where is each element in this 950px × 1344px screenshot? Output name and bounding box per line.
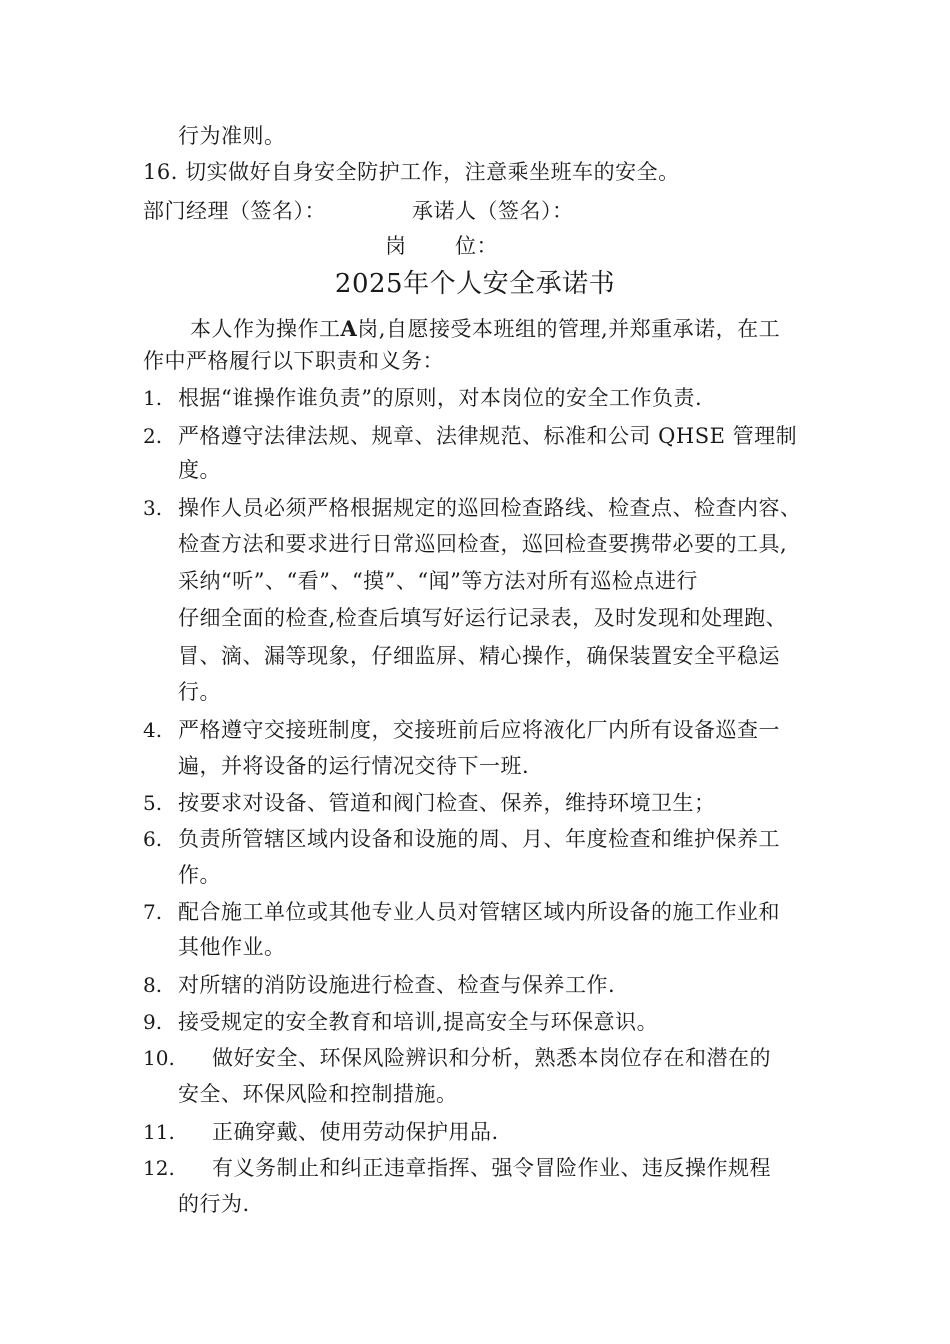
manager-signature-label: 部门经理（签名）： bbox=[143, 199, 326, 223]
page-title: 2025年个人安全承诺书 bbox=[334, 269, 616, 299]
item-text: 操作人员必须严格根据规定的巡回检查路线、检查点、检查内容、 bbox=[178, 496, 802, 520]
item-number: 3. bbox=[143, 496, 163, 520]
intro-line-2: 作中严格履行以下职责和义务： bbox=[143, 349, 444, 373]
intro-text-part1: 本人作为操作工 bbox=[190, 317, 341, 341]
continuation-text: 行为准则。 bbox=[178, 124, 286, 148]
item-text: 仔细全面的检查,检查后填写好运行记录表，及时发现和处理跑、 bbox=[178, 606, 788, 630]
list-item-16: 16. 切实做好自身安全防护工作，注意乘坐班车的安全。 bbox=[143, 160, 680, 184]
item-number: 11. bbox=[143, 1120, 175, 1144]
item-number: 5. bbox=[143, 791, 163, 815]
item-text: 根据“谁操作谁负责”的原则，对本岗位的安全工作负责. bbox=[178, 386, 703, 410]
post-label-char2: 位： bbox=[455, 234, 498, 258]
item-text: 度。 bbox=[178, 458, 221, 482]
intro-line-1 bbox=[190, 315, 780, 343]
item-text: 有义务制止和纠正违章指挥、强令冒险作业、违反操作规程 bbox=[212, 1156, 771, 1180]
item-number: 9. bbox=[143, 1010, 163, 1034]
item-number: 8. bbox=[143, 973, 163, 997]
item-text: 对所辖的消防设施进行检查、检查与保养工作. bbox=[178, 973, 616, 997]
item-text: 做好安全、环保风险辨识和分析，熟悉本岗位存在和潜在的 bbox=[212, 1046, 771, 1070]
promisor-signature-label: 承诺人（签名）： bbox=[412, 199, 574, 223]
intro-post-code: A bbox=[340, 316, 358, 341]
item-text: 冒、滴、漏等现象，仔细监屏、精心操作，确保装置安全平稳运 bbox=[178, 644, 780, 668]
item-text: 的行为. bbox=[178, 1192, 250, 1216]
item-text: 行。 bbox=[178, 680, 221, 704]
item-number: 1. bbox=[143, 386, 163, 410]
item-text: 采纳“听”、“看”、“摸”、“闻”等方法对所有巡检点进行 bbox=[178, 569, 698, 593]
item-number: 10. bbox=[143, 1046, 175, 1070]
item-number: 7. bbox=[143, 900, 163, 924]
item-text: 严格遵守法律法规、规章、法律规范、标准和公司 QHSE 管理制 bbox=[178, 424, 798, 448]
item-text: 配合施工单位或其他专业人员对管辖区域内所设备的施工作业和 bbox=[178, 900, 780, 924]
item-text: 作。 bbox=[178, 863, 221, 887]
item-text: 负责所管辖区域内设备和设施的周、月、年度检查和维护保养工 bbox=[178, 827, 780, 851]
item-text: 按要求对设备、管道和阀门检查、保养，维持环境卫生； bbox=[178, 791, 716, 815]
item-number: 6. bbox=[143, 827, 163, 851]
post-label-char1: 岗 bbox=[385, 234, 407, 258]
item-number: 12. bbox=[143, 1156, 175, 1180]
item-text: 正确穿戴、使用劳动保护用品. bbox=[212, 1120, 499, 1144]
item-text: 遍，并将设备的运行情况交待下一班. bbox=[178, 754, 530, 778]
item-text: 严格遵守交接班制度，交接班前后应将液化厂内所有设备巡查一 bbox=[178, 718, 780, 742]
intro-text-part2: 岗,自愿接受本班组的管理,并郑重承诺，在工 bbox=[357, 317, 781, 341]
item-text: 安全、环保风险和控制措施。 bbox=[178, 1082, 458, 1106]
item-text: 接受规定的安全教育和培训,提高安全与环保意识。 bbox=[178, 1010, 659, 1034]
item-text: 其他作业。 bbox=[178, 935, 286, 959]
item-text: 检查方法和要求进行日常巡回检查，巡回检查要携带必要的工具, bbox=[178, 532, 788, 556]
item-number: 2. bbox=[143, 424, 163, 448]
item-number: 4. bbox=[143, 718, 163, 742]
